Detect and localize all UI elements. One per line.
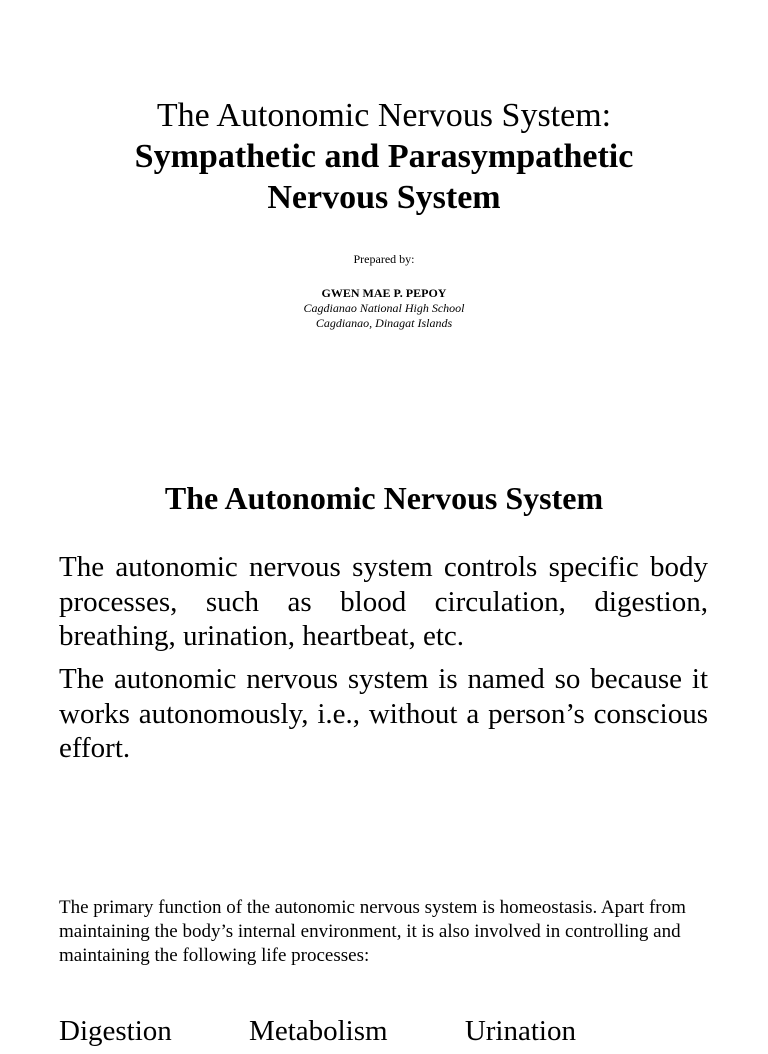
prepared-by-label: Prepared by:	[353, 252, 415, 266]
paragraph-definition: The autonomic nervous system controls specific body processes, such as blood circulation, digestion, breathing, urination, heartbeat, etc.	[59, 551, 708, 652]
paragraph-naming: The autonomic nervous system is named so because it works autonomously, i.e., without a person’s conscious effort.	[59, 663, 708, 764]
document-title	[0, 96, 768, 218]
title-line-2b: Nervous System	[267, 179, 501, 216]
title-line-2a: Sympathetic and Parasympathetic	[134, 138, 634, 175]
author-block	[0, 286, 768, 331]
title-line-1: The Autonomic Nervous System:	[156, 97, 612, 134]
paragraph-function: The primary function of the autonomic nervous system is homeostasis. Apart from maintaining the body’s internal environment, it is also involved in controlling and maintaining the following life processes:	[59, 897, 686, 966]
section-heading: The Autonomic Nervous System	[164, 480, 604, 516]
list-item: Digestion	[59, 1015, 172, 1047]
author-location: Cagdianao, Dinagat Islands	[315, 316, 453, 330]
life-process-list	[59, 1014, 719, 1054]
author-school: Cagdianao National High School	[303, 301, 465, 315]
list-item: Urination	[464, 1015, 576, 1047]
author-name: GWEN MAE P. PEPOY	[321, 286, 447, 300]
list-item: Metabolism	[249, 1015, 388, 1047]
